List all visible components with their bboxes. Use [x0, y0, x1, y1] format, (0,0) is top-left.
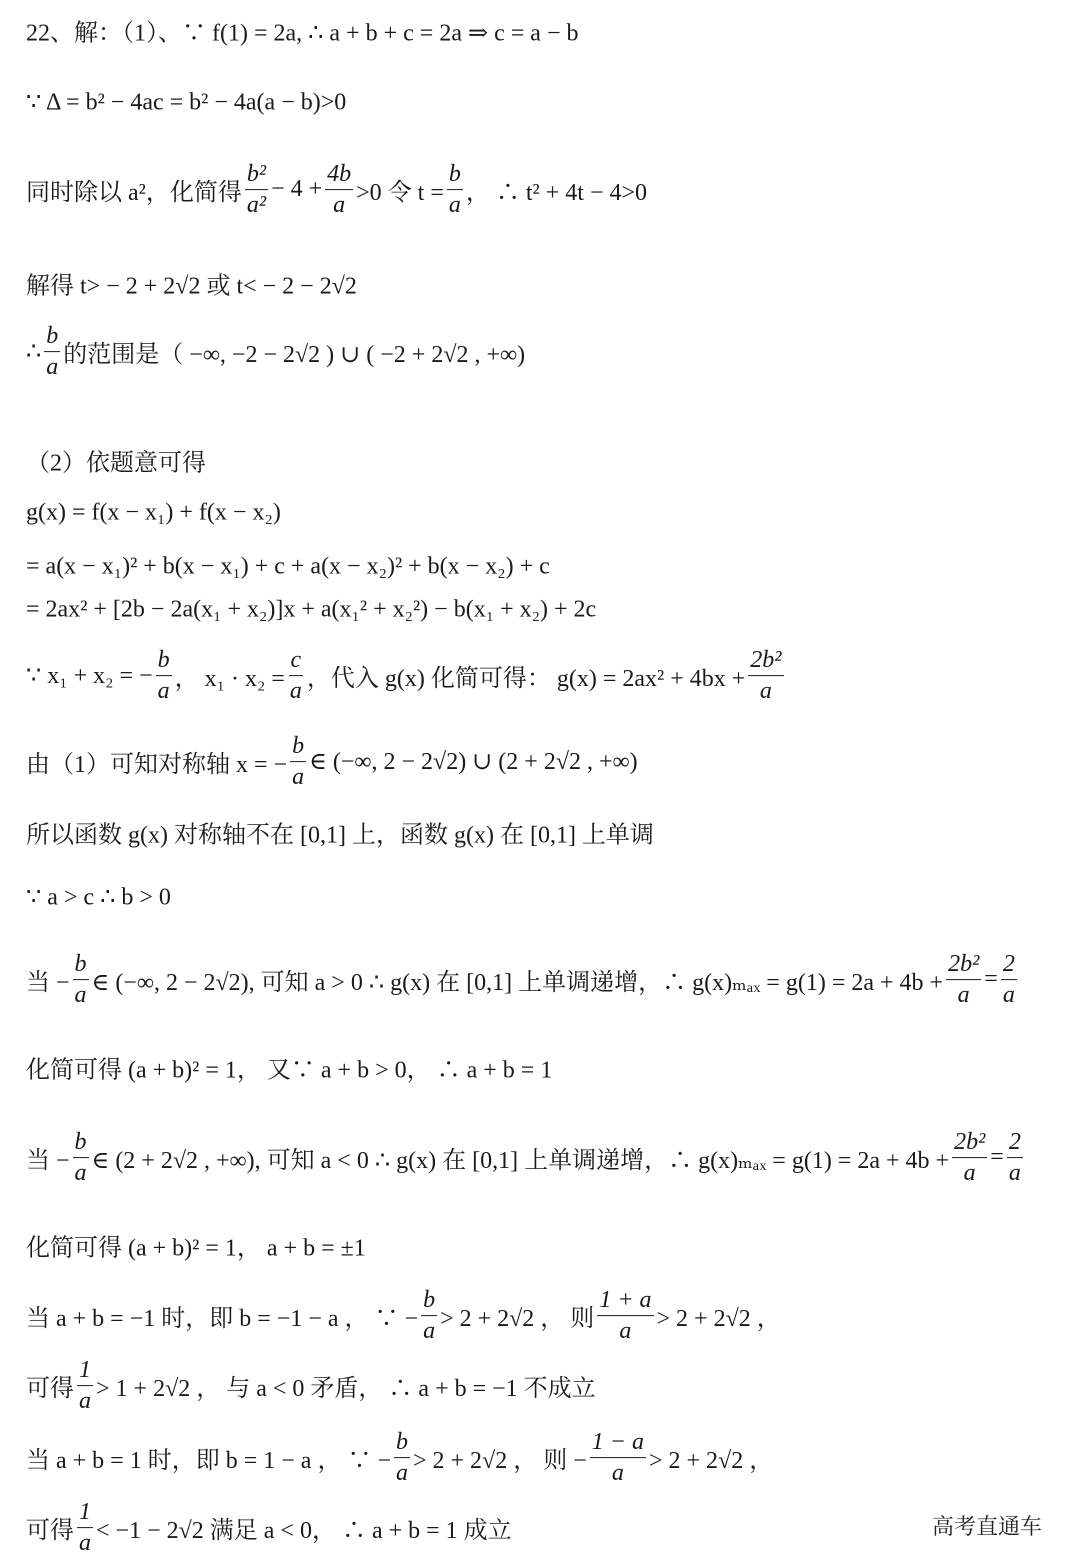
math-text: 解得 t> − 2 + 2√2 或 t< − 2 − 2√2 [26, 273, 357, 300]
fraction-denominator: a [292, 764, 305, 791]
solution-line [26, 597, 596, 624]
fraction [73, 1129, 89, 1187]
solution-line [26, 161, 647, 219]
fraction [325, 161, 353, 219]
math-text: ∈ (−∞, 2 − 2√2) ∪ (2 + 2√2 , +∞) [309, 749, 638, 776]
fraction-numerator: 2b² [946, 951, 981, 980]
math-text: 化简可得 (a + b)² = 1， 又∵ a + b > 0， ∴ a + b = 1 [26, 1057, 553, 1084]
fraction-denominator: a [448, 192, 461, 219]
math-text: 化简可得 (a + b)² = 1， a + b = ±1 [26, 1235, 366, 1262]
solution-line [26, 815, 654, 850]
solution-line [26, 1050, 552, 1085]
fraction [421, 1287, 437, 1345]
math-text: > 2 + 2√2 ， 则 − [412, 1448, 587, 1475]
fraction-numerator: 2b² [748, 647, 783, 676]
fraction-numerator: b [73, 1129, 89, 1158]
fraction-numerator: b [290, 733, 306, 762]
fraction-denominator: a [963, 1160, 976, 1187]
math-text: − 4 + [271, 176, 323, 203]
fraction [156, 647, 172, 705]
math-text: > 2 + 2√2 ， [656, 1306, 781, 1333]
fraction-denominator: a [79, 1388, 91, 1415]
solution-line [26, 733, 638, 791]
fraction-denominator: a [611, 1460, 624, 1487]
math-text: ∈ (2 + 2√2 , +∞), 可知 a < 0 ∴ g(x) 在 [0,1] 上单调递增，∴ g(x)ₘₐₓ = g(1) = 2a + 4b + [91, 1148, 950, 1175]
math-text: 的范围是（ −∞, −2 − 2√2 ) ∪ ( −2 + 2√2 , +∞) [63, 342, 526, 369]
fraction [748, 647, 783, 705]
solution-line [26, 1357, 596, 1415]
fraction [1007, 1129, 1023, 1187]
fraction-numerator: 1 + a [597, 1287, 653, 1316]
math-text: > 1 + 2√2 ， 与 a < 0 矛盾， ∴ a + b = −1 不成立 [96, 1376, 596, 1403]
solution-line [26, 1287, 781, 1345]
fraction [73, 951, 89, 1009]
solution-line [26, 323, 525, 381]
fraction-numerator: 1 − a [590, 1429, 646, 1458]
solution-line [26, 883, 171, 912]
fraction-numerator: b [394, 1429, 410, 1458]
fraction [447, 161, 463, 219]
math-text: 由（1）可知对称轴 x = − [26, 752, 288, 779]
math-text: = [990, 1144, 1004, 1171]
math-text: 可得 [26, 1518, 74, 1545]
math-text: 同时除以 a²，化简得 [26, 180, 242, 207]
math-text: ∵ x₁ + x₂ = − [26, 663, 153, 690]
fraction [77, 1499, 93, 1557]
math-text: 当 a + b = 1 时，即 b = 1 − a ， ∵ − [26, 1448, 391, 1475]
solution-line [26, 266, 357, 301]
fraction-numerator: b [156, 647, 172, 676]
fraction [290, 733, 306, 791]
fraction [952, 1129, 987, 1187]
fraction [590, 1429, 646, 1487]
fraction-numerator: 4b [325, 161, 353, 190]
fraction [77, 1357, 93, 1415]
math-text: > 2 + 2√2 ， [648, 1448, 774, 1475]
solution-line [26, 1228, 366, 1263]
math-text: 22、解：（1）、∵ f(1) = 2a, ∴ a + b + c = 2a ⇒ c = a − b [26, 20, 579, 47]
solution-line [26, 554, 550, 581]
math-text: ， ∴ t² + 4t − 4>0 [465, 180, 648, 207]
fraction-numerator: c [289, 647, 304, 676]
fraction-denominator: a [289, 678, 302, 705]
fraction [44, 323, 60, 381]
math-text: >0 令 t = [356, 180, 444, 207]
solution-line [26, 88, 346, 117]
fraction-numerator: 2b² [952, 1129, 987, 1158]
math-text: > 2 + 2√2 ， 则 [440, 1306, 595, 1333]
fraction-numerator: 2 [1007, 1129, 1023, 1158]
math-text: 可得 [26, 1376, 74, 1403]
math-text: ， x₁ · x₂ = [174, 666, 285, 693]
fraction-denominator: a [157, 678, 170, 705]
math-text: = 2ax² + [2b − 2a(x₁ + x₂)]x + a(x₁² + x₂²) − b(x₁ + x₂) + 2c [26, 596, 597, 623]
math-text: ∵ Δ = b² − 4ac = b² − 4a(a − b)>0 [26, 89, 347, 116]
fraction-denominator: a [423, 1318, 436, 1345]
fraction [1001, 951, 1017, 1009]
solution-line [26, 951, 1020, 1009]
math-text: 当 a + b = −1 时，即 b = −1 − a ， ∵ − [26, 1306, 419, 1333]
fraction-denominator: a [74, 1160, 87, 1187]
math-text: 当 − [26, 1148, 70, 1175]
math-text: 所以函数 g(x) 对称轴不在 [0,1] 上，函数 g(x) 在 [0,1] 上单调 [26, 822, 654, 849]
math-text: ∴ [26, 339, 42, 366]
fraction-numerator: b [421, 1287, 437, 1316]
fraction-numerator: 1 [77, 1357, 93, 1386]
solution-line [26, 443, 206, 478]
fraction-denominator: a [1002, 982, 1015, 1009]
fraction [946, 951, 981, 1009]
solution-line [26, 1499, 512, 1557]
math-text: = [984, 966, 998, 993]
fraction-numerator: b [44, 323, 60, 352]
math-text: ，代入 g(x) 化简可得： g(x) = 2ax² + 4bx + [306, 666, 746, 693]
solution-line [26, 13, 578, 48]
math-text: ∈ (−∞, 2 − 2√2), 可知 a > 0 ∴ g(x) 在 [0,1] 上单调递增，∴ g(x)ₘₐₓ = g(1) = 2a + 4b + [91, 970, 944, 997]
fraction [245, 161, 268, 219]
math-text: < −1 − 2√2 满足 a < 0， ∴ a + b = 1 成立 [96, 1518, 512, 1545]
solution-line [26, 647, 787, 705]
math-text: g(x) = f(x − x₁) + f(x − x₂) [26, 499, 281, 526]
fraction-numerator: b [73, 951, 89, 980]
solution-line [26, 1129, 1026, 1187]
fraction-denominator: a² [246, 192, 267, 219]
watermark: 高考直通车 [932, 1515, 1043, 1540]
fraction [288, 647, 304, 705]
fraction-numerator: b [447, 161, 463, 190]
solution-line [26, 1429, 773, 1487]
fraction [597, 1287, 653, 1345]
fraction-denominator: a [619, 1318, 632, 1345]
fraction-denominator: a [395, 1460, 408, 1487]
math-text: ∵ a > c ∴ b > 0 [26, 884, 171, 911]
solution-line [26, 500, 281, 527]
fraction-denominator: a [759, 678, 772, 705]
fraction-denominator: a [46, 354, 59, 381]
fraction-numerator: 1 [77, 1499, 93, 1528]
math-text: = a(x − x₁)² + b(x − x₁) + c + a(x − x₂)² + b(x − x₂) + c [26, 553, 550, 580]
fraction-numerator: 2 [1001, 951, 1017, 980]
fraction-denominator: a [957, 982, 970, 1009]
math-text: 当 − [26, 970, 70, 997]
fraction-denominator: a [1008, 1160, 1021, 1187]
fraction-numerator: b² [245, 161, 268, 190]
fraction-denominator: a [333, 192, 346, 219]
fraction [394, 1429, 410, 1487]
fraction-denominator: a [74, 982, 87, 1009]
fraction-denominator: a [79, 1530, 91, 1557]
math-text: （2）依题意可得 [26, 450, 206, 477]
